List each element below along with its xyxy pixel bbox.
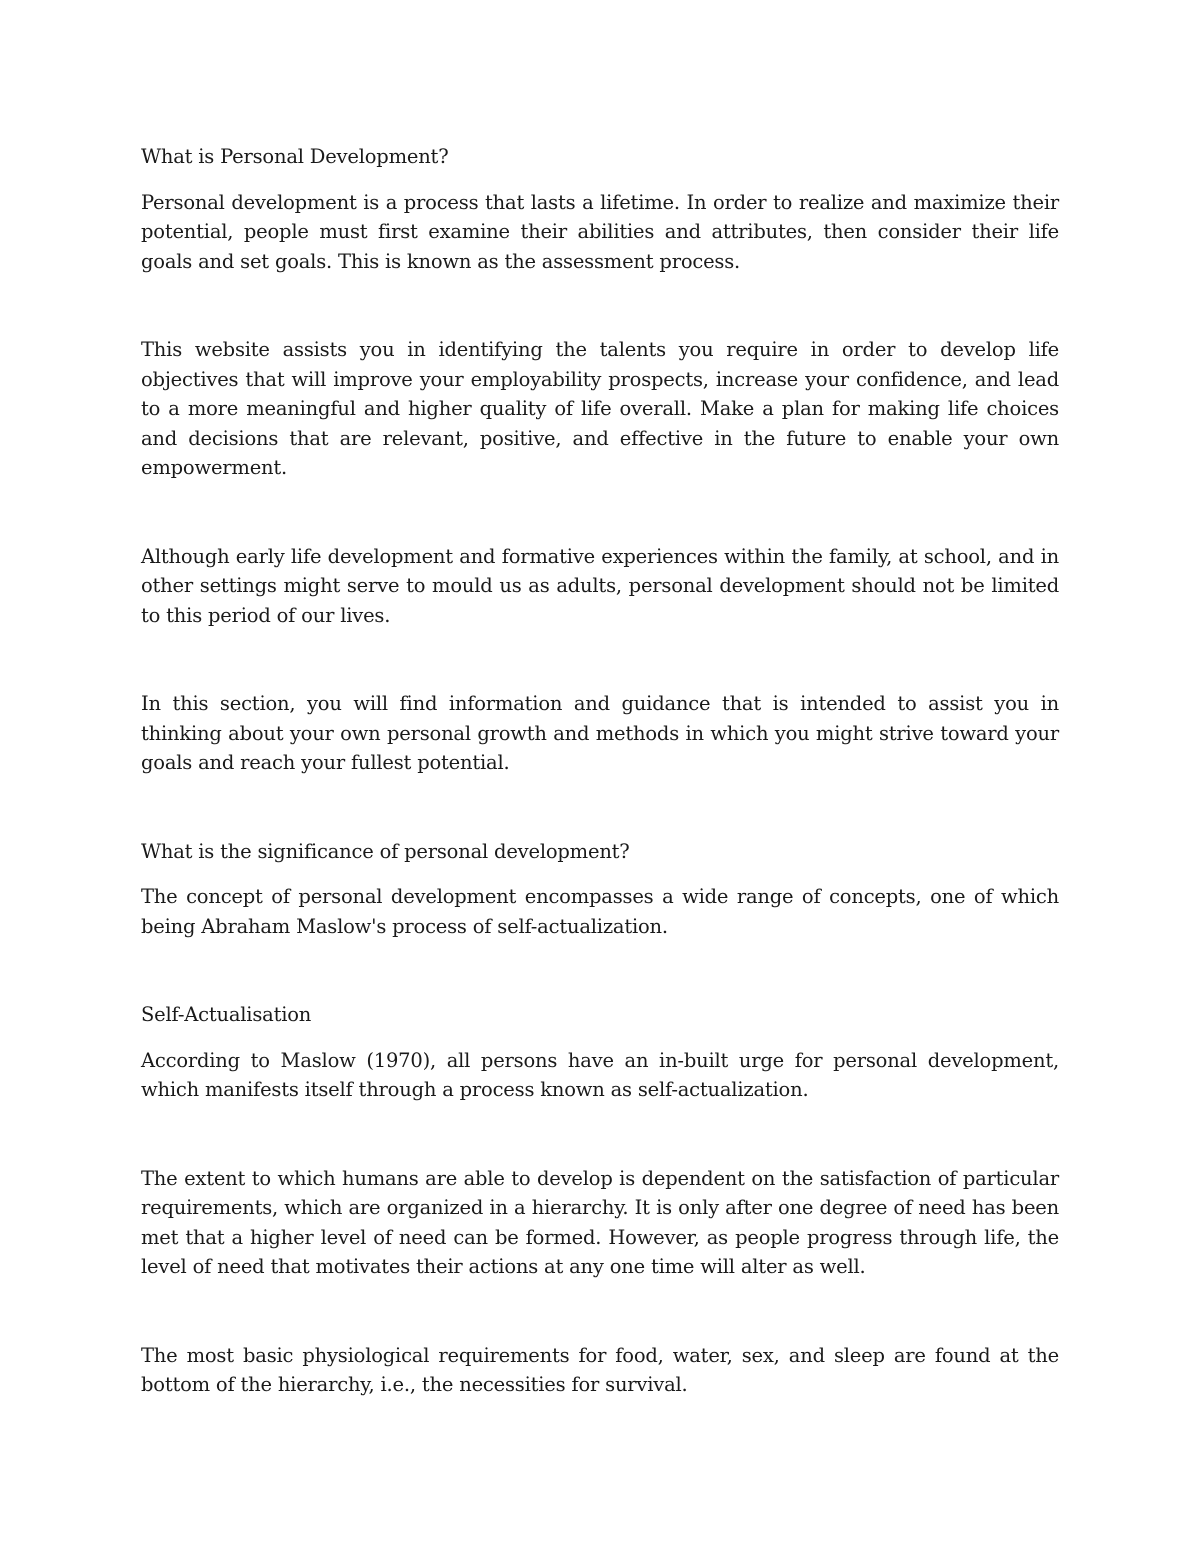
paragraph-maslow-concept: The concept of personal development encompasses a wide range of concepts, one of which being Abraham Maslow's process of self-actualization.: [141, 885, 1059, 938]
paragraph-maslow-1970: According to Maslow (1970), all persons have an in-built urge for personal development, which manifests itself through a process known as self-actualization.: [141, 1048, 1059, 1101]
paragraph-website-assists: This website assists you in identifying the talents you require in order to develop life objectives that will improve your employability prospects, increase your confidence, and lead to a more meaningful and higher quality of life overall. Make a plan for making life choices and decisions that are relevant, positive, and effective in the future to enable your own empowerment.: [141, 338, 1059, 479]
paragraph-assessment-process: Personal development is a process that lasts a lifetime. In order to realize and maximize their potential, people must first examine their abilities and attributes, then consider their life goals and set goals. This is known as the assessment process.: [141, 190, 1059, 273]
heading-what-is-personal-development: What is Personal Development?: [141, 145, 449, 168]
paragraph-physiological-requirements: The most basic physiological requirements for food, water, sex, and sleep are found at the bottom of the hierarchy, i.e., the necessities for survival.: [141, 1343, 1059, 1396]
heading-significance: What is the significance of personal development?: [141, 839, 630, 863]
paragraph-hierarchy-needs: The extent to which humans are able to develop is dependent on the satisfaction of particular requirements, which are organized in a hierarchy. It is only after one degree of need has been met that a higher level of need can be formed. However, as people progress through life, the level of need that motivates their actions at any one time will alter as well.: [141, 1166, 1059, 1278]
document-body: [141, 142, 1059, 1400]
paragraph-early-life-development: Although early life development and formative experiences within the family, at school, and in other settings might serve to mould us as adults, personal development should not be limited to this period of our lives.: [141, 544, 1059, 627]
heading-self-actualisation: Self-Actualisation: [141, 1003, 312, 1026]
paragraph-section-guidance: In this section, you will find information and guidance that is intended to assist you in thinking about your own personal growth and methods in which you might strive toward your goals and reach your fullest potential.: [141, 692, 1059, 774]
